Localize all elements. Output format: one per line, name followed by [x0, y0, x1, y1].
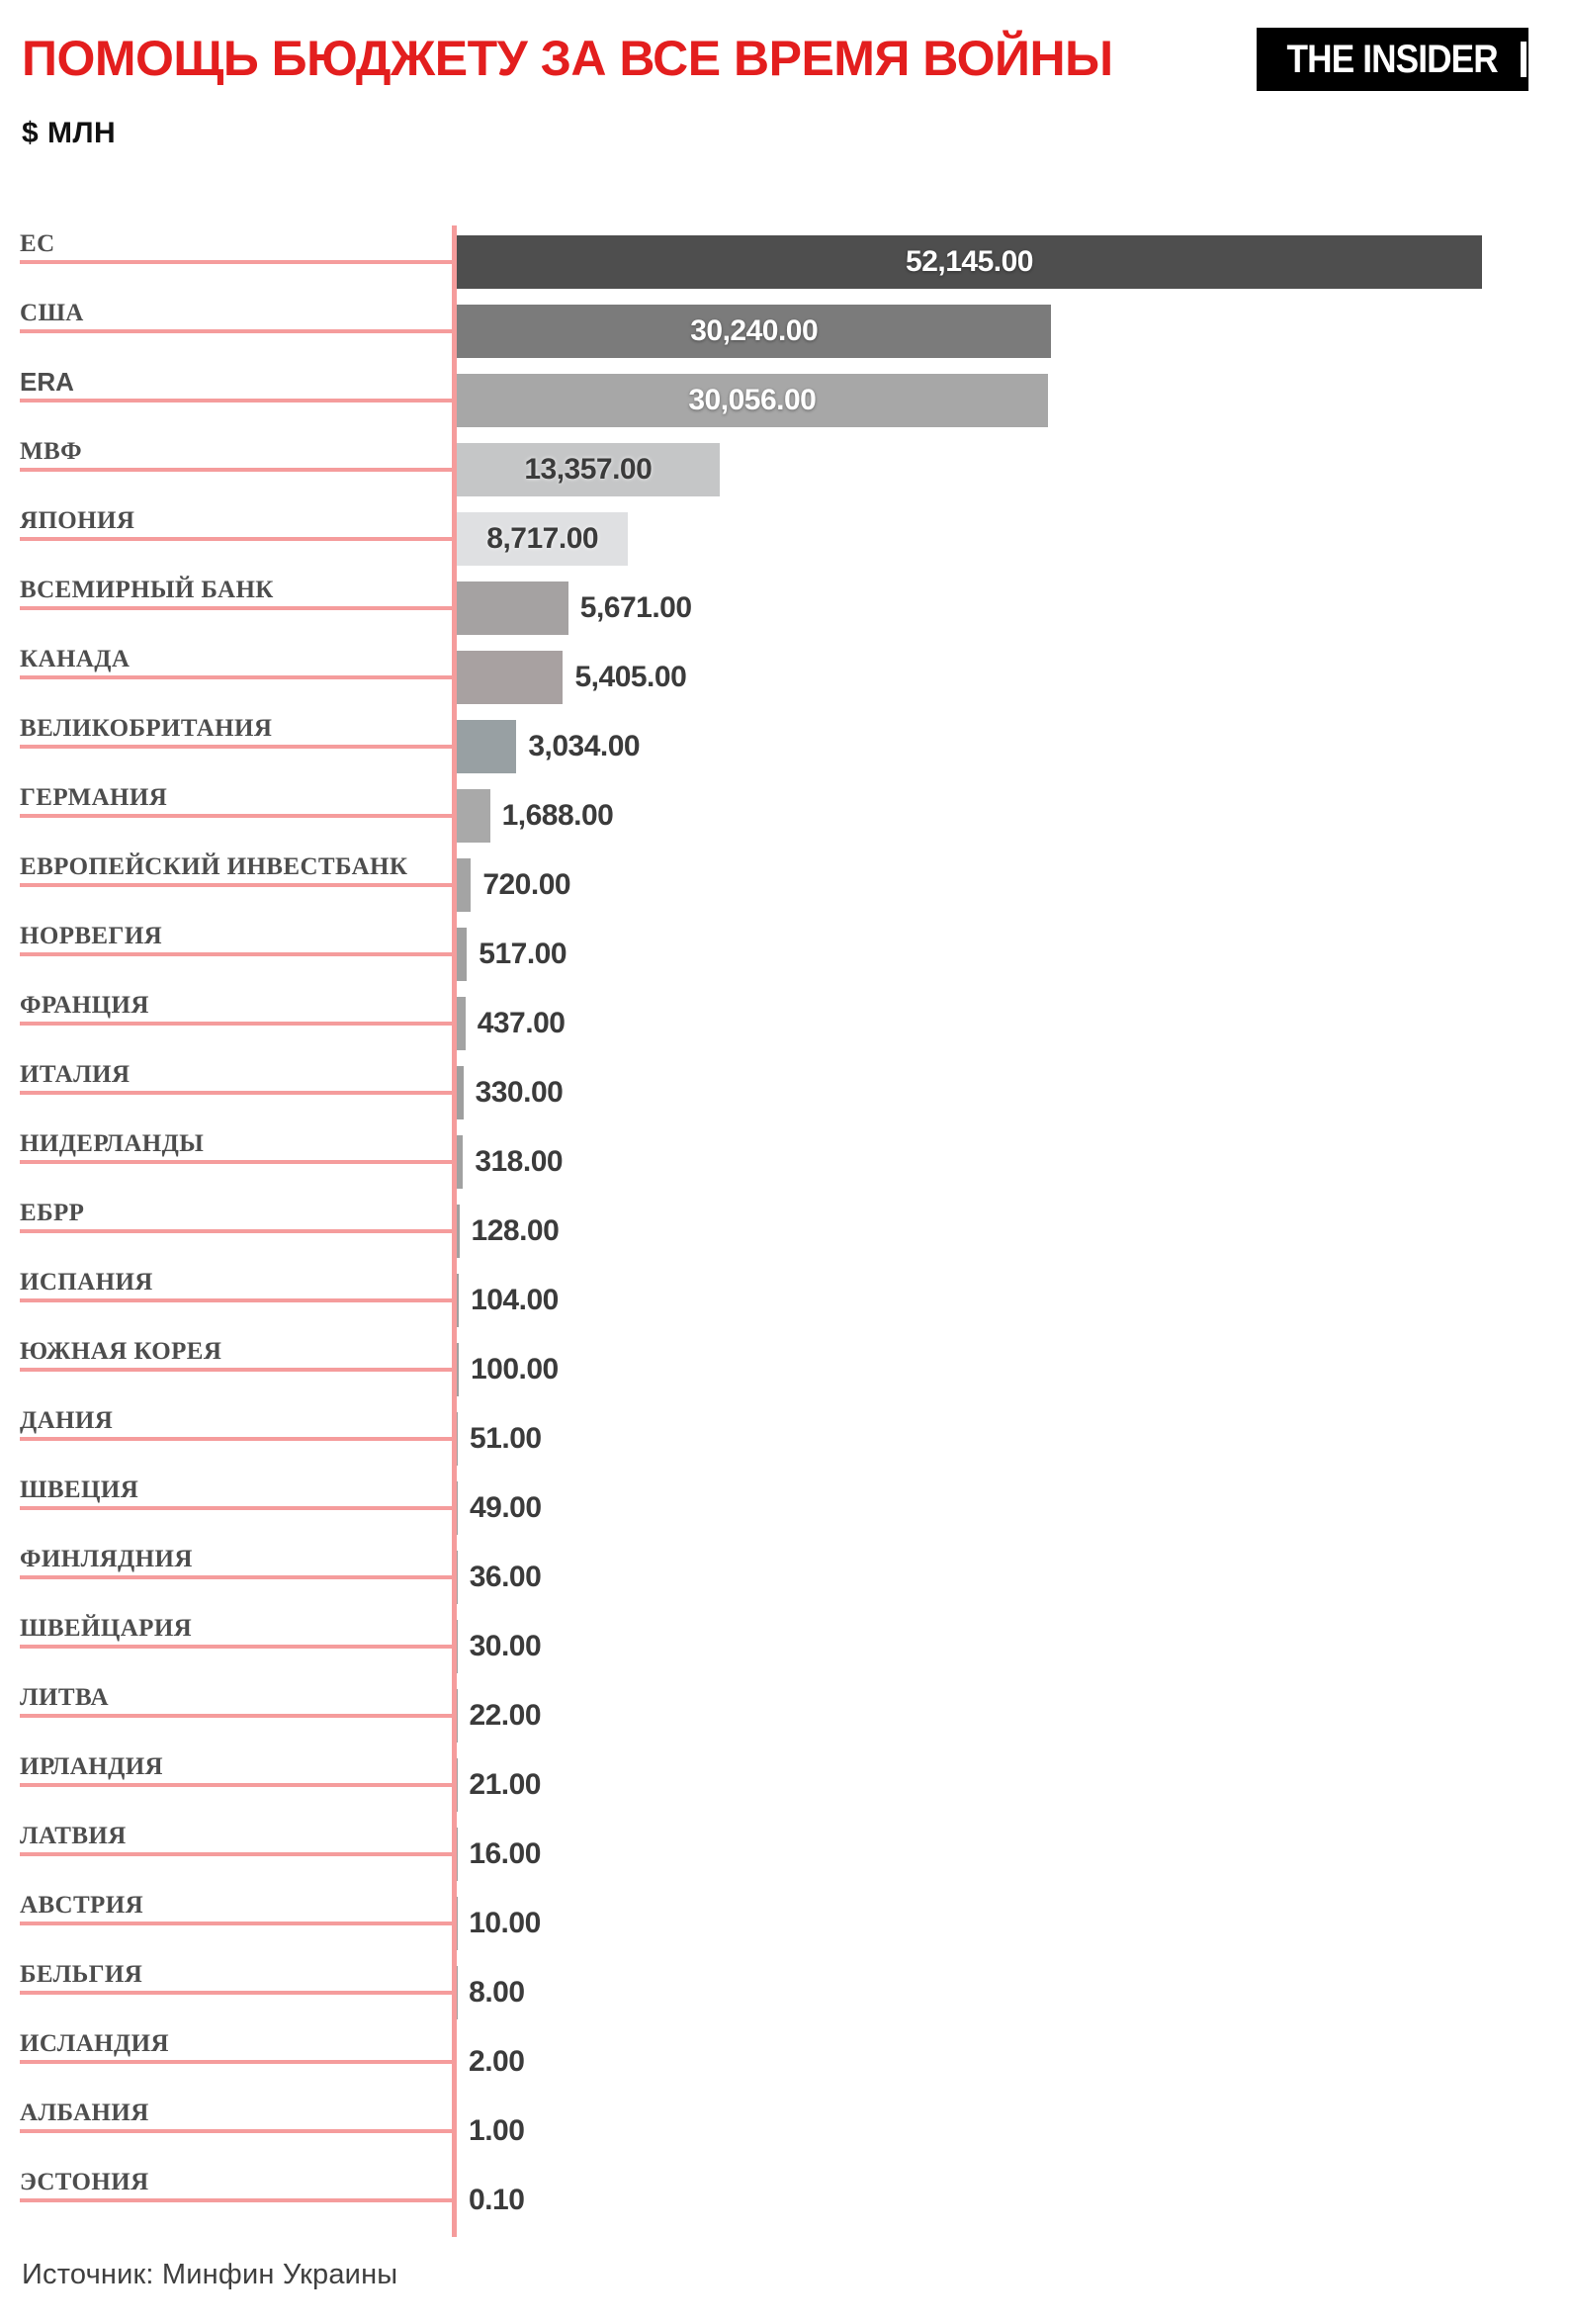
bar-area [457, 1135, 1550, 1189]
bar-area [457, 997, 1550, 1050]
row-underline [20, 2060, 452, 2064]
bar-area [457, 1412, 1550, 1466]
chart-row [20, 1061, 1550, 1137]
row-underline [20, 329, 452, 333]
chart-row [20, 646, 1550, 722]
bar-area [457, 1066, 1550, 1119]
page-title: ПОМОЩЬ БЮДЖЕТУ ЗА ВСЕ ВРЕМЯ ВОЙНЫ [22, 31, 1113, 86]
row-underline [20, 537, 452, 541]
bar-area [457, 512, 1550, 566]
chart-row [20, 507, 1550, 583]
row-underline [20, 745, 452, 749]
chart-row [20, 2030, 1550, 2106]
chart-row [20, 2169, 1550, 2245]
value-label: 10.00 [469, 1907, 541, 1939]
category-label: БЕЛЬГИЯ [20, 1961, 143, 1988]
value-label: 128.00 [471, 1214, 560, 1247]
chart-row [20, 230, 1550, 307]
row-underline [20, 1991, 452, 1995]
value-label: 36.00 [469, 1561, 542, 1593]
value-label: 8.00 [469, 1976, 525, 2009]
value-label: 52,145.00 [906, 245, 1033, 278]
bar [457, 1274, 459, 1327]
category-label: ДАНИЯ [20, 1407, 114, 1434]
bar-area [457, 581, 1550, 635]
bar-area [457, 1274, 1550, 1327]
category-label: ИТАЛИЯ [20, 1061, 131, 1088]
category-label: ЕС [20, 230, 55, 257]
bar-area [457, 1966, 1550, 2019]
units-label: $ МЛН [22, 117, 117, 149]
value-label: 16.00 [469, 1837, 541, 1870]
value-label: 720.00 [482, 868, 571, 901]
the-insider-logo [1257, 28, 1528, 91]
category-label: ШВЕЙЦАРИЯ [20, 1615, 193, 1642]
chart-row [20, 923, 1550, 999]
chart-rows [20, 230, 1550, 2245]
value-label: 437.00 [477, 1007, 566, 1039]
bar-area [457, 1758, 1550, 1812]
chart-row [20, 1892, 1550, 1968]
bar-area [457, 928, 1550, 981]
bar-area [457, 1205, 1550, 1258]
chart-row [20, 438, 1550, 514]
chart-row [20, 1546, 1550, 1622]
value-label: 318.00 [475, 1145, 564, 1178]
category-label: ЕБРР [20, 1200, 85, 1226]
bar-area [457, 374, 1550, 427]
category-label: МВФ [20, 438, 82, 465]
bar [457, 1412, 458, 1466]
value-label: 30.00 [469, 1630, 542, 1662]
bar [457, 651, 563, 704]
row-underline [20, 260, 452, 264]
bar-area [457, 1481, 1550, 1535]
bar-chart [20, 230, 1550, 2245]
bar [457, 1066, 464, 1119]
category-label: ВЕЛИКОБРИТАНИЯ [20, 715, 273, 742]
category-label: НОРВЕГИЯ [20, 923, 163, 949]
bar [457, 928, 467, 981]
bar [457, 858, 471, 912]
chart-row [20, 1269, 1550, 1345]
bar-area [457, 2174, 1550, 2227]
value-label: 5,671.00 [579, 591, 692, 624]
bar [457, 1205, 460, 1258]
chart-row [20, 1823, 1550, 1899]
value-label: 517.00 [479, 938, 567, 970]
category-label: США [20, 300, 84, 326]
category-label: ГЕРМАНИЯ [20, 784, 168, 811]
chart-row [20, 1200, 1550, 1276]
value-label: 0.10 [469, 2184, 525, 2216]
value-label: 13,357.00 [524, 453, 653, 486]
row-underline [20, 1852, 452, 1856]
chart-row [20, 1615, 1550, 1691]
bar [457, 1135, 463, 1189]
bar-area [457, 1620, 1550, 1673]
category-label: АВСТРИЯ [20, 1892, 144, 1919]
value-label: 3,034.00 [528, 730, 641, 762]
category-label: ИСПАНИЯ [20, 1269, 153, 1296]
row-underline [20, 1022, 452, 1026]
bar-area [457, 651, 1550, 704]
category-label: КАНАДА [20, 646, 131, 672]
bar-area [457, 443, 1550, 496]
category-label: ЭСТОНИЯ [20, 2169, 149, 2195]
bar-area [457, 1343, 1550, 1396]
category-label: ШВЕЦИЯ [20, 1476, 139, 1503]
value-label: 8,717.00 [486, 522, 599, 555]
row-underline [20, 1229, 452, 1233]
row-underline [20, 1922, 452, 1925]
row-underline [20, 1714, 452, 1718]
category-label: ЛАТВИЯ [20, 1823, 127, 1849]
bar-area [457, 720, 1550, 773]
chart-row [20, 2100, 1550, 2176]
chart-row [20, 992, 1550, 1068]
logo-cursor-bar-icon [1521, 42, 1526, 77]
bar-area [457, 1828, 1550, 1881]
row-underline [20, 675, 452, 679]
bar [457, 1620, 458, 1673]
bar [457, 997, 466, 1050]
bar-area [457, 1897, 1550, 1950]
bar-area [457, 789, 1550, 843]
bar-area [457, 2104, 1550, 2158]
chart-row [20, 853, 1550, 930]
category-label: ЮЖНАЯ КОРЕЯ [20, 1338, 222, 1365]
chart-row [20, 1684, 1550, 1760]
bar-area [457, 2035, 1550, 2089]
row-underline [20, 1437, 452, 1441]
chart-row [20, 784, 1550, 860]
bar [457, 1343, 459, 1396]
row-underline [20, 1368, 452, 1372]
value-label: 1,688.00 [501, 799, 614, 832]
row-underline [20, 1298, 452, 1302]
bar [457, 1481, 458, 1535]
row-underline [20, 1645, 452, 1649]
row-underline [20, 1575, 452, 1579]
category-label: ВСЕМИРНЫЙ БАНК [20, 577, 274, 603]
chart-row [20, 1130, 1550, 1207]
value-label: 104.00 [471, 1284, 559, 1316]
row-underline [20, 883, 452, 887]
row-underline [20, 468, 452, 472]
category-label: ФРАНЦИЯ [20, 992, 149, 1019]
row-underline [20, 2198, 452, 2202]
chart-row [20, 1476, 1550, 1553]
value-label: 30,240.00 [690, 314, 819, 347]
bar-area [457, 858, 1550, 912]
value-label: 51.00 [470, 1422, 542, 1455]
bar-area [457, 1689, 1550, 1743]
value-label: 30,056.00 [688, 384, 817, 416]
category-label: АЛБАНИЯ [20, 2100, 149, 2126]
chart-row [20, 1407, 1550, 1483]
category-label: ЯПОНИЯ [20, 507, 135, 534]
category-label: ERA [20, 367, 74, 397]
row-underline [20, 1506, 452, 1510]
chart-row [20, 300, 1550, 376]
value-label: 1.00 [469, 2114, 525, 2147]
row-underline [20, 1160, 452, 1164]
category-label: ЕВРОПЕЙСКИЙ ИНВЕСТБАНК [20, 853, 408, 880]
row-underline [20, 1091, 452, 1095]
value-label: 21.00 [469, 1768, 541, 1801]
value-label: 5,405.00 [574, 661, 687, 693]
bar-area [457, 1551, 1550, 1604]
value-label: 330.00 [475, 1076, 564, 1109]
chart-row [20, 1961, 1550, 2037]
chart-row [20, 1338, 1550, 1414]
row-underline [20, 1783, 452, 1787]
row-underline [20, 606, 452, 610]
row-underline [20, 399, 452, 402]
bar [457, 581, 568, 635]
row-underline [20, 814, 452, 818]
chart-row [20, 715, 1550, 791]
chart-row [20, 367, 1550, 445]
source-note: Источник: Минфин Украины [22, 2259, 398, 2290]
bar [457, 720, 516, 773]
value-label: 2.00 [469, 2045, 525, 2078]
value-label: 22.00 [469, 1699, 542, 1732]
category-label: ИСЛАНДИЯ [20, 2030, 169, 2057]
chart-row [20, 577, 1550, 653]
category-label: НИДЕРЛАНДЫ [20, 1130, 205, 1157]
row-underline [20, 2129, 452, 2133]
category-label: ЛИТВА [20, 1684, 109, 1711]
logo-text: THE INSIDER [1286, 37, 1499, 81]
chart-row [20, 1753, 1550, 1830]
value-label: 49.00 [469, 1491, 542, 1524]
value-label: 100.00 [470, 1353, 559, 1385]
bar-area [457, 305, 1550, 358]
bar [457, 789, 490, 843]
bar-area [457, 235, 1550, 289]
bar [457, 1551, 458, 1604]
category-label: ФИНЛЯДНИЯ [20, 1546, 193, 1572]
category-label: ИРЛАНДИЯ [20, 1753, 163, 1780]
row-underline [20, 952, 452, 956]
